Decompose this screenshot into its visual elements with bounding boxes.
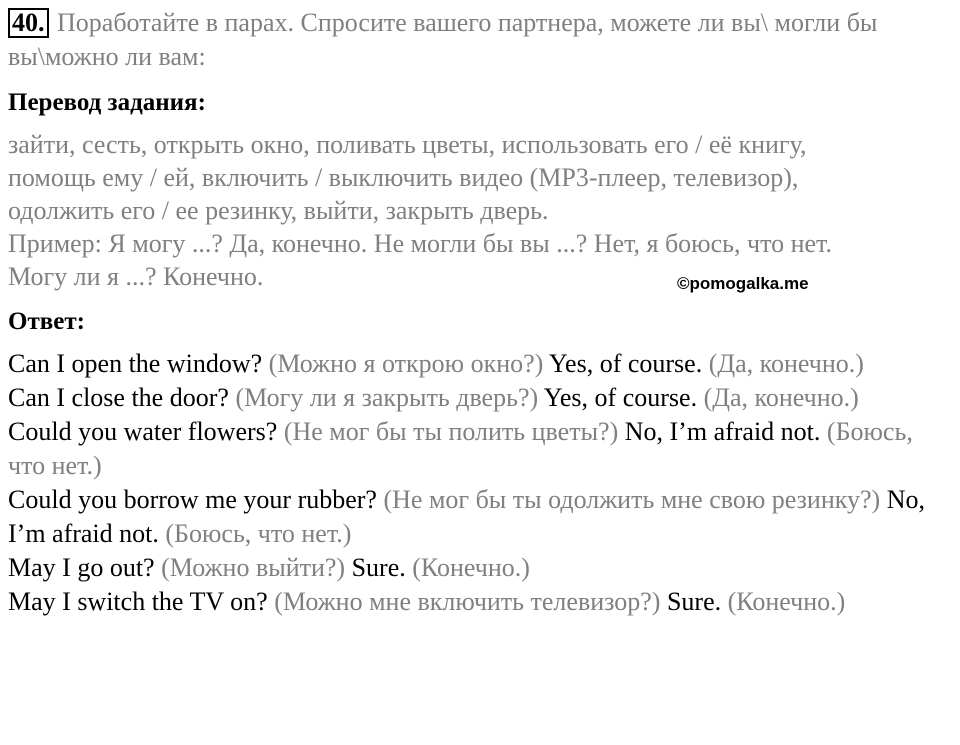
english-answer: Sure.	[351, 553, 406, 582]
translation-text	[8, 128, 953, 293]
russian-question: (Можно выйти?)	[161, 553, 346, 582]
translation-line: зайти, сесть, открыть окно, поливать цветы, использовать его / её книгу,	[8, 130, 807, 159]
answer-heading: Ответ:	[8, 308, 85, 335]
russian-answer: (Боюсь, что нет.)	[165, 519, 352, 548]
russian-question: (Не мог бы ты одолжить мне свою резинку?)	[383, 485, 881, 514]
russian-answer: (Да, конечно.)	[703, 383, 859, 412]
english-answer: Yes, of course.	[548, 349, 703, 378]
english-answer: Yes, of course.	[543, 383, 698, 412]
answer-item	[8, 551, 953, 585]
task-text: Поработайте в парах. Спросите вашего партнера, можете ли вы\ могли бы вы\можно ли вам:	[8, 8, 878, 71]
english-question: Could you water flowers?	[8, 417, 278, 446]
answer-item	[8, 381, 953, 415]
task-instruction	[8, 6, 953, 74]
english-answer: Sure.	[666, 587, 722, 616]
english-question: Could you borrow me your rubber?	[8, 485, 377, 514]
english-question: Can I open the window?	[8, 349, 263, 378]
english-question: May I go out?	[8, 553, 155, 582]
translation-heading: Перевод задания:	[8, 89, 206, 116]
translation-line: помощь ему / ей, включить / выключить видео (МР3-плеер, телевизор),	[8, 163, 799, 192]
answer-item	[8, 585, 953, 619]
english-answer: No, I’m afraid not.	[8, 485, 925, 548]
russian-question: (Могу ли я закрыть дверь?)	[235, 383, 539, 412]
russian-question: (Можно я открою окно?)	[268, 349, 544, 378]
russian-answer: (Конечно.)	[727, 587, 846, 616]
translation-line: Пример: Я могу ...? Да, конечно. Не могли бы вы ...? Нет, я боюсь, что нет.	[8, 229, 832, 258]
translation-line: одолжить его / ее резинку, выйти, закрыть дверь.	[8, 196, 549, 225]
russian-question: (Не мог бы ты полить цветы?)	[283, 417, 619, 446]
russian-answer: (Конечно.)	[412, 553, 530, 582]
russian-question: (Можно мне включить телевизор?)	[274, 587, 661, 616]
english-question: May I switch the TV on?	[8, 587, 268, 616]
task-number: 40.	[8, 8, 49, 38]
russian-answer: (Боюсь, что нет.)	[8, 417, 913, 480]
english-answer: No, I’m afraid not.	[624, 417, 821, 446]
russian-answer: (Да, конечно.)	[708, 349, 864, 378]
translation-line: Могу ли я ...? Конечно.	[8, 262, 264, 291]
answer-item	[8, 483, 953, 551]
answer-item	[8, 415, 953, 483]
answer-list	[8, 347, 953, 619]
english-question: Can I close the door?	[8, 383, 229, 412]
answer-item	[8, 347, 953, 381]
watermark: ©pomogalka.me	[677, 274, 809, 293]
page	[8, 6, 953, 619]
